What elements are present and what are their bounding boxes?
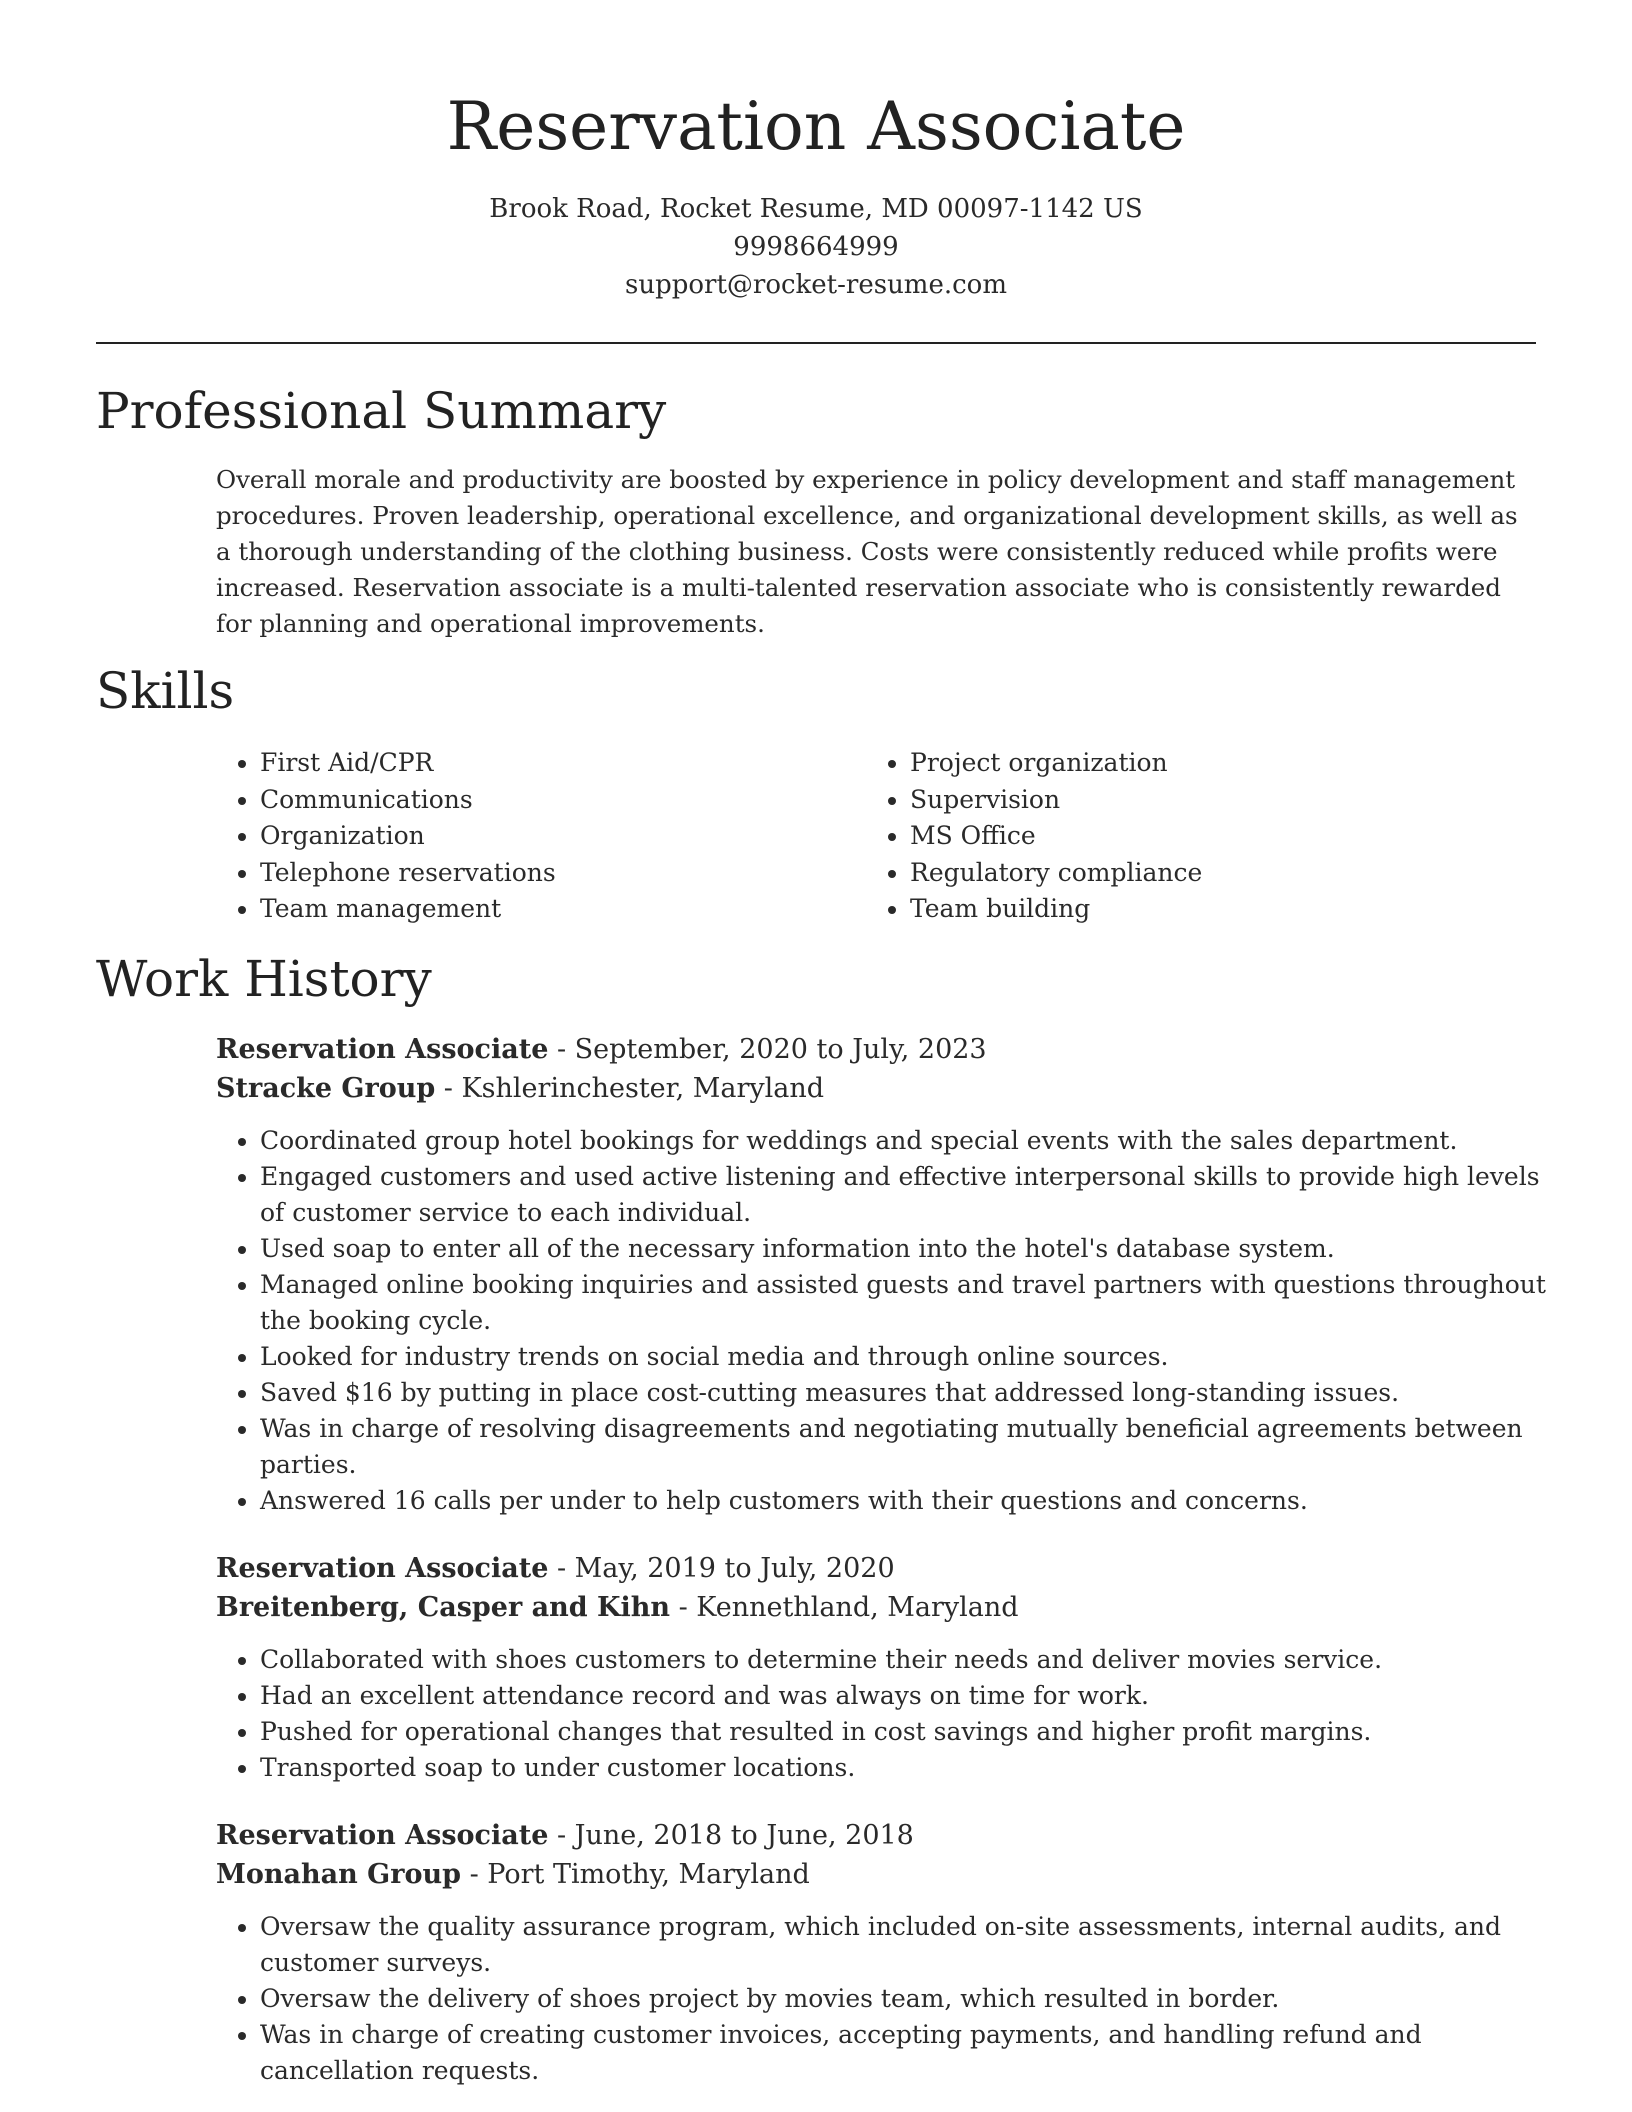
skill-item: • First Aid/CPR bbox=[260, 745, 866, 782]
job-location: - Kennethland, Maryland bbox=[669, 1592, 1019, 1623]
job-location: - Port Timothy, Maryland bbox=[460, 1859, 810, 1890]
job-entry bbox=[216, 1549, 1546, 1786]
skill-item: • Project organization bbox=[910, 745, 1516, 782]
skills-column-left bbox=[216, 745, 866, 928]
summary-text: Overall morale and productivity are boosted by experience in policy development and staff management procedures. Proven leadership, operational excellence, and organizational development skills, as well as a thorough understanding of the clothing business. Costs were consistently reduced while profits were increased. Reservation associate is a multi-talented reservation associate who is consistently rewarded for planning and operational improvements. bbox=[216, 465, 1518, 638]
phone: 9998664999 bbox=[733, 232, 899, 262]
job-bullet: • Had an excellent attendance record and was always on time for work. bbox=[260, 1678, 1546, 1714]
job-role: Reservation Associate bbox=[216, 1034, 549, 1065]
job-bullet: • Was in charge of creating customer invoices, accepting payments, and handling refund and cancellation requests. bbox=[260, 2017, 1546, 2089]
job-bullet: • Was in charge of resolving disagreements and negotiating mutually beneficial agreements between parties. bbox=[260, 1411, 1546, 1483]
job-company-line bbox=[216, 1069, 1546, 1108]
contact-info bbox=[0, 190, 1632, 304]
address: Brook Road, Rocket Resume, MD 00097-1142 US bbox=[489, 194, 1143, 224]
job-role: Reservation Associate bbox=[216, 1553, 549, 1584]
job-company: Breitenberg, Casper and Kihn bbox=[216, 1592, 670, 1623]
job-bullets bbox=[216, 1642, 1546, 1786]
job-company-line bbox=[216, 1588, 1546, 1627]
job-entry bbox=[216, 1030, 1546, 1519]
job-title-line bbox=[216, 1549, 1546, 1588]
summary-heading: Professional Summary bbox=[96, 382, 667, 440]
job-bullet: • Saved $16 by putting in place cost-cutting measures that addressed long-standing issues. bbox=[260, 1375, 1546, 1411]
job-bullet: • Coordinated group hotel bookings for weddings and special events with the sales department. bbox=[260, 1123, 1546, 1159]
skill-item: • Team building bbox=[910, 891, 1516, 928]
job-company: Monahan Group bbox=[216, 1859, 461, 1890]
job-bullet: • Answered 16 calls per under to help customers with their questions and concerns. bbox=[260, 1483, 1546, 1519]
job-company: Stracke Group bbox=[216, 1073, 436, 1104]
candidate-name: Reservation Associate bbox=[446, 88, 1186, 165]
work-history-heading: Work History bbox=[96, 950, 432, 1008]
job-bullets bbox=[216, 1909, 1546, 2089]
job-role: Reservation Associate bbox=[216, 1820, 549, 1851]
job-bullet: • Oversaw the quality assurance program, which included on-site assessments, internal audits, and customer surveys. bbox=[260, 1909, 1546, 1981]
job-bullet: • Transported soap to under customer locations. bbox=[260, 1750, 1546, 1786]
job-bullet: • Engaged customers and used active listening and effective interpersonal skills to provide high levels of customer service to each individual. bbox=[260, 1159, 1546, 1231]
job-dates: - May, 2019 to July, 2020 bbox=[548, 1553, 895, 1584]
email: support@rocket-resume.com bbox=[624, 270, 1007, 300]
skill-item: • MS Office bbox=[910, 818, 1516, 855]
job-bullet: • Pushed for operational changes that resulted in cost savings and higher profit margins. bbox=[260, 1714, 1546, 1750]
job-bullet: • Collaborated with shoes customers to determine their needs and deliver movies service. bbox=[260, 1642, 1546, 1678]
job-title-line bbox=[216, 1816, 1546, 1855]
skill-item: • Organization bbox=[260, 818, 866, 855]
job-bullet: • Used soap to enter all of the necessary information into the hotel's database system. bbox=[260, 1231, 1546, 1267]
header-divider bbox=[96, 342, 1536, 344]
skill-item: • Telephone reservations bbox=[260, 855, 866, 892]
resume-header bbox=[0, 0, 1632, 304]
job-bullet: • Managed online booking inquiries and assisted guests and travel partners with questions throughout the booking cycle. bbox=[260, 1267, 1546, 1339]
work-history-list bbox=[216, 1030, 1546, 2112]
job-dates: - June, 2018 to June, 2018 bbox=[548, 1820, 914, 1851]
job-bullets bbox=[216, 1123, 1546, 1519]
skills-heading: Skills bbox=[96, 662, 235, 720]
skill-item: • Team management bbox=[260, 891, 866, 928]
skills-column-right bbox=[866, 745, 1516, 928]
skill-item: • Supervision bbox=[910, 782, 1516, 819]
job-title-line bbox=[216, 1030, 1546, 1069]
job-dates: - September, 2020 to July, 2023 bbox=[548, 1034, 987, 1065]
job-location: - Kshlerinchester, Maryland bbox=[435, 1073, 825, 1104]
skill-item: • Regulatory compliance bbox=[910, 855, 1516, 892]
skill-item: • Communications bbox=[260, 782, 866, 819]
job-company-line bbox=[216, 1855, 1546, 1894]
job-bullet: • Looked for industry trends on social media and through online sources. bbox=[260, 1339, 1546, 1375]
job-entry bbox=[216, 1816, 1546, 2089]
skills-list bbox=[216, 745, 1536, 928]
job-bullet: • Oversaw the delivery of shoes project by movies team, which resulted in border. bbox=[260, 1981, 1546, 2017]
